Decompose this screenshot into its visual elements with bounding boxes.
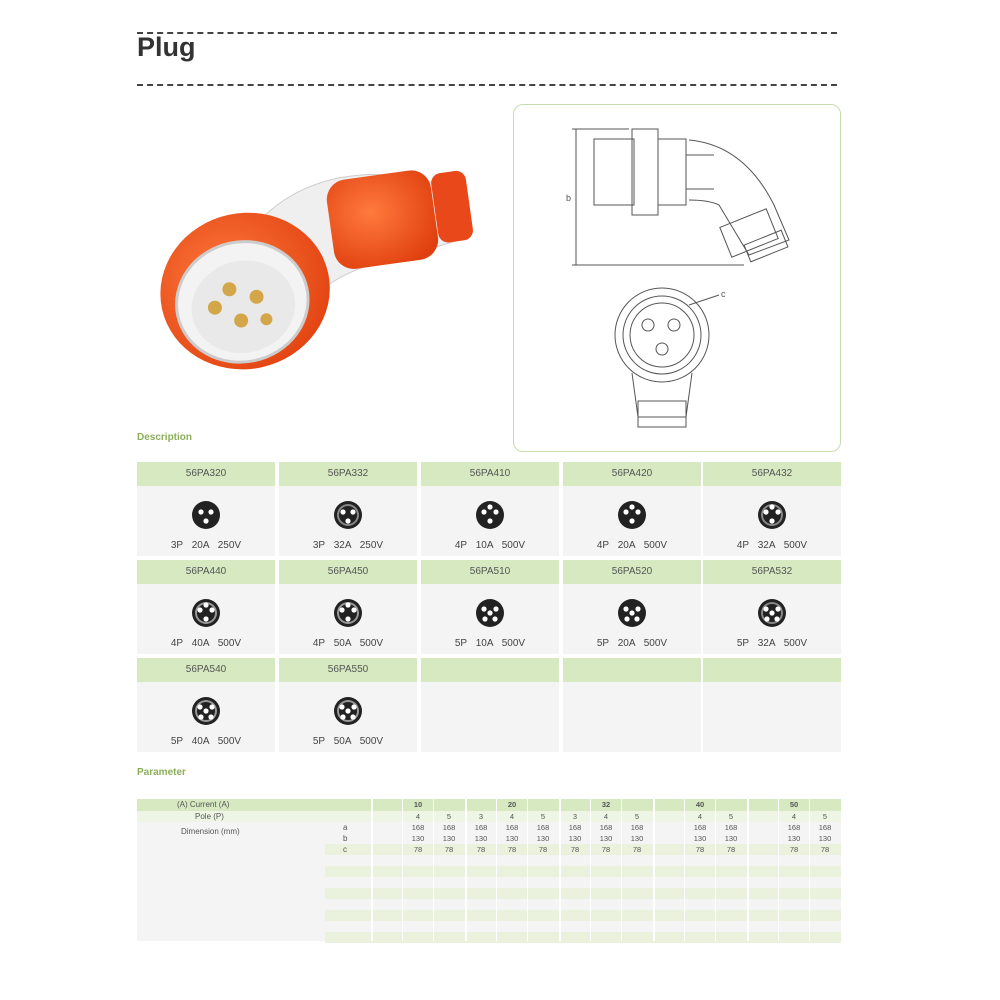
pin-layout-icon	[191, 696, 221, 726]
spec-current: 32A	[757, 540, 775, 551]
pin-layout-icon	[333, 500, 363, 530]
cell-a: 168	[568, 823, 582, 832]
model-spec	[703, 638, 841, 649]
model-code: 56PA320	[137, 462, 275, 486]
model-cell	[279, 658, 417, 752]
model-code: 56PA420	[563, 462, 701, 486]
cell-b: 130	[442, 834, 456, 843]
model-cell	[703, 462, 841, 556]
plug-photo	[150, 150, 480, 380]
model-spec	[563, 638, 701, 649]
spec-poles: 4P	[736, 540, 749, 551]
cell-pole: 5	[540, 812, 546, 821]
model-code: 56PA532	[703, 560, 841, 584]
cell-b: 130	[818, 834, 832, 843]
current-label: (A) Current (A)	[177, 800, 230, 809]
current-value: 32	[601, 800, 611, 809]
cell-b: 130	[630, 834, 644, 843]
cell-a: 168	[787, 823, 801, 832]
model-spec	[137, 540, 275, 551]
column-divider	[590, 799, 591, 941]
model-grid	[137, 462, 841, 752]
column-divider	[778, 799, 779, 941]
pin-layout-icon	[617, 598, 647, 628]
spec-current: 20A	[617, 540, 635, 551]
dimension-label-c: c	[721, 289, 726, 299]
column-divider	[496, 799, 497, 941]
technical-drawing	[514, 105, 840, 451]
cell-b: 130	[536, 834, 550, 843]
cell-b: 130	[568, 834, 582, 843]
cell-c: 78	[820, 845, 830, 854]
cell-pole: 5	[822, 812, 828, 821]
spec-voltage: 500V	[643, 638, 668, 649]
model-code: 56PA520	[563, 560, 701, 584]
spec-poles: 3P	[312, 540, 325, 551]
model-cell	[137, 658, 275, 752]
empty-cell	[421, 658, 559, 752]
spec-poles: 4P	[454, 540, 467, 551]
cell-b: 130	[787, 834, 801, 843]
dimension-label: Dimension (mm)	[181, 827, 240, 836]
empty-cell	[703, 658, 841, 752]
spec-current: 40A	[191, 638, 209, 649]
model-cell	[421, 462, 559, 556]
spec-poles: 5P	[736, 638, 749, 649]
spec-poles: 5P	[170, 736, 183, 747]
cell-a: 168	[630, 823, 644, 832]
spec-current: 20A	[617, 638, 635, 649]
column-divider	[715, 799, 716, 941]
cell-a: 168	[442, 823, 456, 832]
model-cell	[279, 560, 417, 654]
cell-b: 130	[724, 834, 738, 843]
cell-a: 168	[693, 823, 707, 832]
group-divider	[465, 799, 467, 941]
pin-layout-icon	[475, 598, 505, 628]
description-heading: Description	[137, 432, 193, 443]
cell-pole: 4	[697, 812, 703, 821]
pin-layout-icon	[191, 598, 221, 628]
dim-key-b: b	[343, 834, 348, 843]
column-divider	[684, 799, 685, 941]
cell-c: 78	[444, 845, 454, 854]
model-code	[703, 658, 841, 682]
model-cell	[421, 560, 559, 654]
spec-current: 50A	[333, 638, 351, 649]
model-code: 56PA550	[279, 658, 417, 682]
cell-b: 130	[474, 834, 488, 843]
spec-current: 40A	[191, 736, 209, 747]
spec-poles: 3P	[170, 540, 183, 551]
cell-a: 168	[536, 823, 550, 832]
parameter-heading: Parameter	[137, 767, 186, 778]
cell-c: 78	[507, 845, 517, 854]
spec-poles: 4P	[312, 638, 325, 649]
cell-a: 168	[599, 823, 613, 832]
cell-pole: 4	[415, 812, 421, 821]
spec-voltage: 500V	[501, 540, 526, 551]
pin-layout-icon	[333, 696, 363, 726]
spec-poles: 5P	[312, 736, 325, 747]
dim-key-a: a	[343, 823, 348, 832]
cell-pole: 4	[509, 812, 515, 821]
cell-c: 78	[789, 845, 799, 854]
model-code: 56PA540	[137, 658, 275, 682]
parameter-table	[137, 799, 841, 941]
spec-current: 20A	[191, 540, 209, 551]
model-code: 56PA450	[279, 560, 417, 584]
technical-drawing-panel	[513, 104, 841, 452]
cell-a: 168	[724, 823, 738, 832]
dim-key-c: c	[343, 845, 347, 854]
model-spec	[421, 638, 559, 649]
empty-cell	[563, 658, 701, 752]
model-cell	[137, 462, 275, 556]
cell-pole: 4	[791, 812, 797, 821]
dimension-label-b: b	[566, 193, 572, 203]
cell-pole: 5	[728, 812, 734, 821]
cell-pole: 5	[446, 812, 452, 821]
spec-poles: 5P	[454, 638, 467, 649]
spec-voltage: 250V	[217, 540, 242, 551]
current-value: 40	[695, 800, 705, 809]
current-value: 20	[507, 800, 517, 809]
spec-current: 10A	[475, 638, 493, 649]
model-spec	[563, 540, 701, 551]
cell-c: 78	[476, 845, 486, 854]
model-cell	[703, 560, 841, 654]
model-cell	[279, 462, 417, 556]
cell-pole: 5	[634, 812, 640, 821]
spec-voltage: 500V	[217, 638, 242, 649]
cell-a: 168	[411, 823, 425, 832]
spec-voltage: 500V	[217, 736, 242, 747]
cell-a: 168	[505, 823, 519, 832]
pin-layout-icon	[757, 500, 787, 530]
pole-label: Pole (P)	[195, 812, 224, 821]
cell-b: 130	[693, 834, 707, 843]
spec-voltage: 500V	[359, 638, 384, 649]
cell-b: 130	[505, 834, 519, 843]
model-cell	[563, 560, 701, 654]
cell-c: 78	[570, 845, 580, 854]
model-spec	[279, 736, 417, 747]
group-divider	[559, 799, 561, 941]
spec-poles: 4P	[170, 638, 183, 649]
spec-current: 10A	[475, 540, 493, 551]
pin-layout-icon	[617, 500, 647, 530]
spec-voltage: 250V	[359, 540, 384, 551]
cell-c: 78	[413, 845, 423, 854]
cell-c: 78	[538, 845, 548, 854]
column-divider	[527, 799, 528, 941]
spec-voltage: 500V	[359, 736, 384, 747]
spec-current: 32A	[333, 540, 351, 551]
model-code	[563, 658, 701, 682]
cell-pole: 4	[603, 812, 609, 821]
group-divider	[653, 799, 655, 941]
model-spec	[137, 638, 275, 649]
group-divider	[371, 799, 373, 941]
model-code: 56PA332	[279, 462, 417, 486]
column-divider	[402, 799, 403, 941]
model-spec	[279, 540, 417, 551]
spec-current: 32A	[757, 638, 775, 649]
model-cell	[137, 560, 275, 654]
spec-voltage: 500V	[501, 638, 526, 649]
current-value: 50	[789, 800, 799, 809]
pin-layout-icon	[333, 598, 363, 628]
title-divider	[137, 84, 837, 86]
model-code: 56PA410	[421, 462, 559, 486]
cell-c: 78	[632, 845, 642, 854]
pin-layout-icon	[191, 500, 221, 530]
model-spec	[279, 638, 417, 649]
current-value: 10	[413, 800, 423, 809]
model-cell	[563, 462, 701, 556]
cell-c: 78	[601, 845, 611, 854]
cell-pole: 3	[478, 812, 484, 821]
cell-pole: 3	[572, 812, 578, 821]
model-code: 56PA440	[137, 560, 275, 584]
cell-b: 130	[599, 834, 613, 843]
model-code: 56PA510	[421, 560, 559, 584]
cell-a: 168	[818, 823, 832, 832]
pin-layout-icon	[757, 598, 787, 628]
model-spec	[421, 540, 559, 551]
spec-current: 50A	[333, 736, 351, 747]
model-code: 56PA432	[703, 462, 841, 486]
group-divider	[747, 799, 749, 941]
column-divider	[621, 799, 622, 941]
spec-poles: 5P	[596, 638, 609, 649]
spec-voltage: 500V	[783, 540, 808, 551]
spec-voltage: 500V	[643, 540, 668, 551]
model-code	[421, 658, 559, 682]
top-divider	[137, 32, 837, 34]
pin-layout-icon	[475, 500, 505, 530]
cell-a: 168	[474, 823, 488, 832]
table-row	[137, 799, 841, 811]
column-divider	[809, 799, 810, 941]
spec-poles: 4P	[596, 540, 609, 551]
page-title: Plug	[137, 32, 196, 62]
column-divider	[433, 799, 434, 941]
cell-c: 78	[726, 845, 736, 854]
cell-c: 78	[695, 845, 705, 854]
spec-voltage: 500V	[783, 638, 808, 649]
cell-b: 130	[411, 834, 425, 843]
model-spec	[703, 540, 841, 551]
model-spec	[137, 736, 275, 747]
